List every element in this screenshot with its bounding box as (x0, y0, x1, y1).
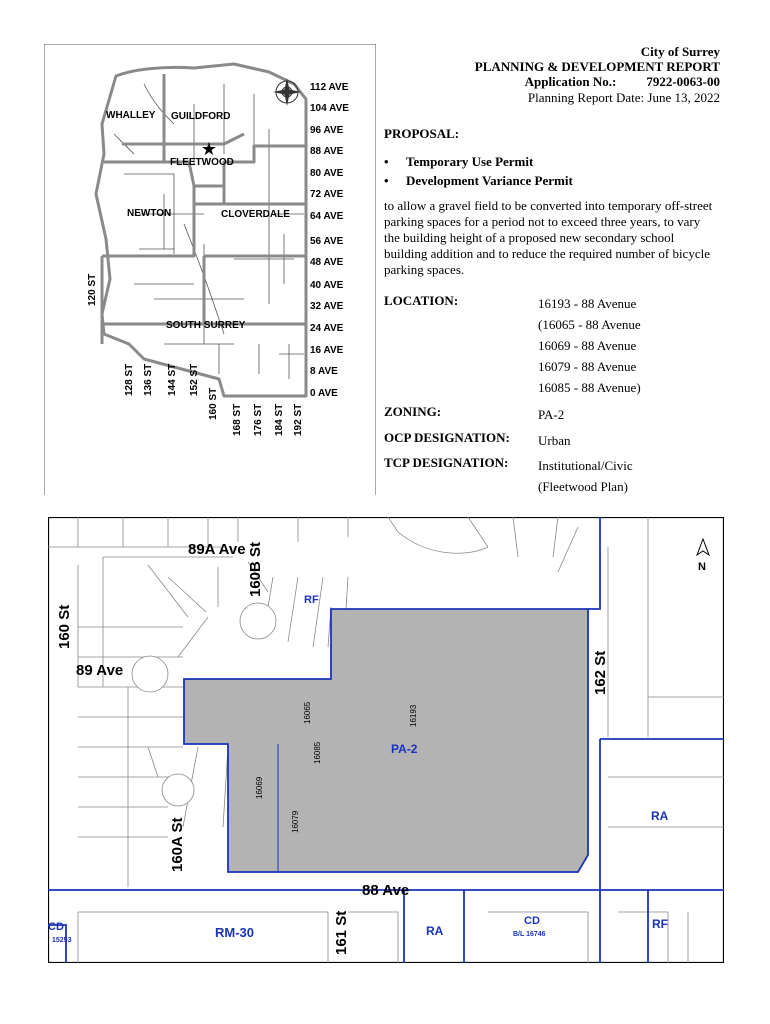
avenue-label: 56 AVE (310, 236, 344, 247)
street-label: 152 ST (189, 363, 200, 396)
report-header (380, 44, 720, 107)
application-number: 7922-0063-00 (646, 74, 720, 89)
avenue-label: 48 AVE (310, 257, 344, 268)
site-map (48, 517, 724, 963)
report-title: PLANNING & DEVELOPMENT REPORT (474, 59, 720, 74)
proposal-item: • Temporary Use Permit (384, 154, 534, 169)
zone-label-cd: CD (48, 921, 64, 933)
cul-de-sac (132, 656, 168, 692)
avenue-label: 64 AVE (310, 211, 344, 222)
zone-label-rm-30: RM-30 (215, 925, 255, 940)
cul-de-sac (240, 603, 276, 639)
area-label-fleetwood: FLEETWOOD (170, 157, 234, 168)
avenue-label: 80 AVE (310, 168, 344, 179)
avenue-label: 32 AVE (310, 301, 344, 312)
avenue-label: 104 AVE (310, 103, 349, 114)
street-label: 160 ST (208, 387, 219, 420)
street-label: 184 ST (274, 403, 285, 436)
road-label-89-ave: 89 Ave (76, 662, 124, 679)
tcp-value: Institutional/Civic (Fleetwood Plan) (538, 458, 633, 494)
address-label: 16085 (313, 741, 322, 764)
zone-bylaw-label: B/L 16746 (513, 931, 546, 938)
location-value: 16193 - 88 Avenue (16065 - 88 Avenue 16069 - 88 Avenue 16079 - 88 Avenue 16085 - 88 Avenue) (538, 296, 641, 395)
key-map (44, 44, 376, 495)
application-label: Application No.: (524, 74, 617, 89)
road-label-88-ave: 88 Ave (362, 882, 410, 899)
tcp-label: TCP DESIGNATION: (384, 455, 509, 470)
avenue-label: 88 AVE (310, 146, 344, 157)
street-label: 176 ST (253, 403, 264, 436)
proposal-section (384, 126, 714, 278)
proposal-heading: PROPOSAL: (384, 126, 460, 141)
street-label: 128 ST (124, 363, 135, 396)
city-name: City of Surrey (640, 44, 720, 59)
road-label-160b-st: 160B St (247, 541, 264, 597)
north-label: N (698, 561, 706, 573)
avenue-label: 24 AVE (310, 323, 344, 334)
street-label: 120 ST (87, 273, 98, 306)
zone-label-pa-2: PA-2 (391, 742, 418, 756)
address-label: 16079 (291, 810, 300, 833)
site-star-icon: ★ (200, 139, 218, 159)
street-label: 168 ST (232, 403, 243, 436)
road-label-162-st: 162 St (592, 650, 609, 695)
address-label: 16193 (409, 704, 418, 727)
zone-label-rf: RF (652, 917, 668, 931)
zoning-value: PA-2 (538, 407, 565, 422)
proposal-item: • Development Variance Permit (384, 173, 573, 188)
avenue-label: 16 AVE (310, 345, 344, 356)
report-date: Planning Report Date: June 13, 2022 (527, 90, 720, 105)
avenue-label: 0 AVE (310, 388, 338, 399)
avenue-label: 112 AVE (310, 82, 349, 93)
area-label-south-surrey: SOUTH SURREY (166, 320, 246, 331)
road-label-160-st: 160 St (56, 604, 73, 649)
location-label: LOCATION: (384, 293, 459, 308)
address-label: 16069 (255, 776, 264, 799)
area-label-whalley: WHALLEY (106, 110, 156, 121)
street-label: 192 ST (293, 403, 304, 436)
area-label-newton: NEWTON (127, 208, 172, 219)
zoning-label: ZONING: (384, 404, 442, 419)
area-label-guildford: GUILDFORD (171, 111, 231, 122)
zone-label-cd: CD (524, 915, 540, 927)
ocp-value: Urban (538, 433, 571, 448)
proposal-description: to allow a gravel field to be converted into temporary off-street parking spaces for a period not to exceed three years, to vary the building height of a proposed new secondary school building addition and to reduce the required number of bicycle parking spaces. (384, 198, 713, 277)
compass-icon (273, 78, 301, 106)
avenue-label: 96 AVE (310, 125, 344, 136)
address-label: 16065 (303, 701, 312, 724)
zone-label-rf: RF (304, 594, 319, 606)
avenue-label: 40 AVE (310, 280, 344, 291)
zone-label-ra: RA (426, 924, 444, 938)
zone-label-ra: RA (651, 809, 669, 823)
area-label-cloverdale: CLOVERDALE (221, 209, 290, 220)
road-label-89a-ave: 89A Ave (188, 541, 246, 558)
avenue-label: 72 AVE (310, 189, 344, 200)
application-row (380, 74, 720, 89)
road-label-160a-st: 160A St (169, 817, 186, 872)
cul-de-sac (162, 774, 194, 806)
road-label-161-st: 161 St (333, 910, 350, 955)
street-label: 136 ST (143, 363, 154, 396)
ocp-label: OCP DESIGNATION: (384, 430, 510, 445)
street-label: 144 ST (167, 363, 178, 396)
zone-bylaw-label: 15253 (52, 937, 72, 944)
avenue-label: 8 AVE (310, 366, 338, 377)
